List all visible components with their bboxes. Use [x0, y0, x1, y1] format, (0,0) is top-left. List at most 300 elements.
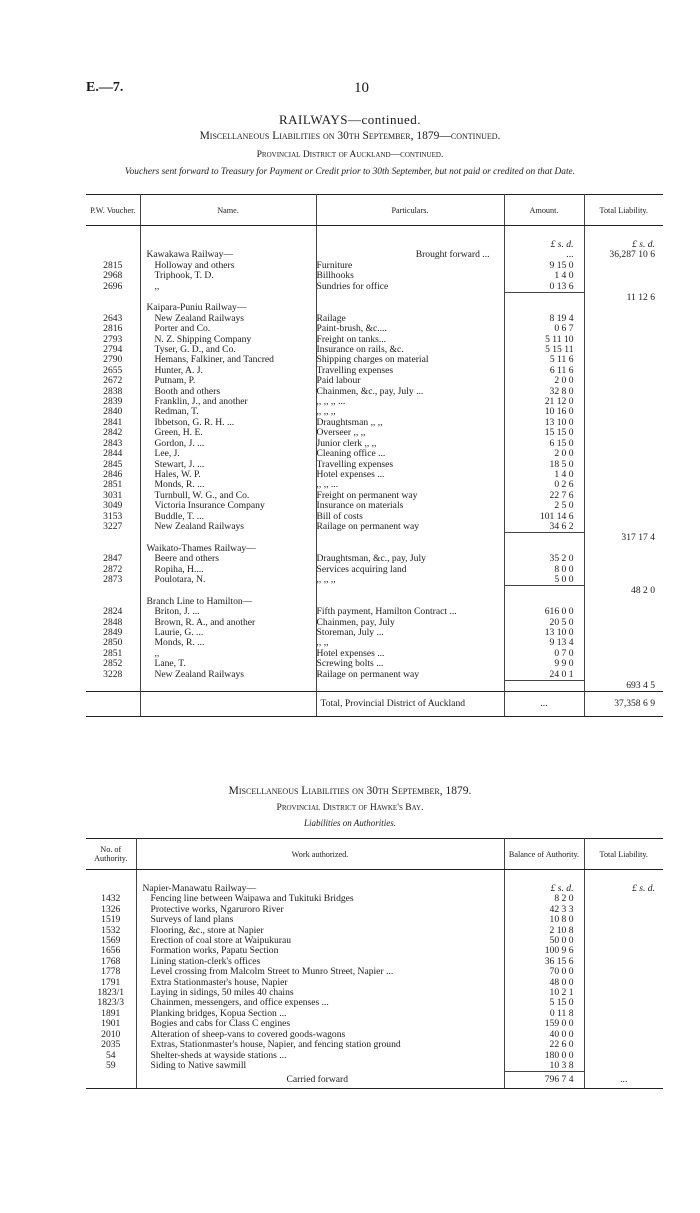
subtotal-row	[86, 533, 663, 544]
authority-number: 1326	[86, 905, 136, 915]
amount: 34 6 2	[504, 522, 584, 533]
work-description: Bogies and cabs for Class C engines	[136, 1019, 504, 1029]
spacer-cell	[584, 387, 663, 397]
spacer-cell	[86, 681, 140, 692]
spacer-cell	[584, 460, 663, 470]
particulars: ,, ,, ...	[316, 480, 504, 490]
section-subtitle: Miscellaneous Liabilities on 30th September, 1879—continued.	[199, 130, 501, 142]
table-row	[86, 1009, 663, 1019]
payee-name: Booth and others	[140, 387, 316, 397]
group-name: Kawakawa Railway—	[140, 250, 316, 260]
payee-name: Stewart, J. ...	[140, 460, 316, 470]
balance-amount: 22 6 0	[504, 1040, 584, 1050]
spacer-cell	[86, 586, 140, 597]
spacer-cell	[316, 303, 504, 313]
amount: 9 9 0	[504, 659, 584, 669]
particulars: Junior clerk ,, ,,	[316, 439, 504, 449]
col-particulars: Particulars.	[316, 195, 504, 226]
payee-name: Lee, J.	[140, 449, 316, 459]
table-row	[86, 355, 663, 365]
authority-number: 1778	[86, 967, 136, 977]
col-amount: Amount.	[504, 195, 584, 226]
particulars: Hotel expenses ...	[316, 470, 504, 480]
spacer-cell	[584, 957, 663, 967]
table-row	[86, 988, 663, 998]
payee-name: Triphook, T. D.	[140, 271, 316, 281]
particulars: Travelling expenses	[316, 366, 504, 376]
payee-name: Turnbull, W. G., and Co.	[140, 491, 316, 501]
col-voucher: P.W. Voucher.	[86, 195, 140, 226]
spacer-cell	[584, 894, 663, 904]
lsd-balance-header: £ s. d.	[504, 884, 584, 894]
carried-forward-row	[86, 1072, 663, 1089]
amount: 5 15 11	[504, 345, 584, 355]
voucher-number: 2841	[86, 418, 140, 428]
spacer-cell	[584, 335, 663, 345]
work-description: Alteration of sheep-vans to covered goods-wagons	[136, 1030, 504, 1040]
group-name: Napier-Manawatu Railway—	[136, 884, 504, 894]
group-subtotal: 48 2 0	[631, 585, 655, 596]
balance-amount: 5 15 0	[504, 998, 584, 1008]
spacer-cell	[584, 418, 663, 428]
particulars: Draughtsman ,, ,,	[316, 418, 504, 428]
group-name: Waikato-Thames Railway—	[140, 544, 316, 554]
table-row	[86, 1030, 663, 1040]
group-name: Kaipara-Puniu Railway—	[140, 303, 316, 313]
table-row	[86, 282, 663, 293]
amount: 35 2 0	[504, 554, 584, 564]
particulars: Chainmen, pay, July	[316, 618, 504, 628]
table-row	[86, 649, 663, 659]
spacer-cell	[140, 586, 316, 597]
table-row	[86, 926, 663, 936]
amount: 5 11 10	[504, 335, 584, 345]
table-row	[86, 1051, 663, 1061]
subtotal-row	[86, 586, 663, 597]
voucher-number: 2840	[86, 407, 140, 417]
total-amount: ...	[504, 692, 584, 717]
table-row	[86, 324, 663, 334]
payee-name: Hunter, A. J.	[140, 366, 316, 376]
amount: 15 15 0	[504, 428, 584, 438]
table-row	[86, 1061, 663, 1072]
spacer-cell	[584, 936, 663, 946]
spacer-cell	[504, 544, 584, 554]
spacer-cell	[584, 659, 663, 669]
voucher-number: 2873	[86, 575, 140, 586]
payee-name: Franklin, J., and another	[140, 397, 316, 407]
table-row	[86, 915, 663, 925]
spacer-cell	[316, 681, 504, 692]
col-total-2: Total Liability.	[584, 839, 663, 870]
particulars: Freight on tanks...	[316, 335, 504, 345]
voucher-number: 2839	[86, 397, 140, 407]
group-subtotal: 11 12 6	[626, 292, 655, 303]
document-reference: E.—7.	[86, 80, 124, 95]
group-subtotal: 317 17 4	[621, 532, 655, 543]
amount: 5 11 6	[504, 355, 584, 365]
particulars: Insurance on materials	[316, 501, 504, 511]
work-description: Extras, Stationmaster's house, Napier, and fencing station ground	[136, 1040, 504, 1050]
work-description: Fencing line between Waipawa and Tukituki Bridges	[136, 894, 504, 904]
table-row	[86, 575, 663, 586]
subtotal-row	[86, 681, 663, 692]
particulars: ,, ,, ,,	[316, 575, 504, 586]
spacer-cell	[584, 345, 663, 355]
amount: 2 0 0	[504, 376, 584, 386]
authority-number: 59	[86, 1061, 136, 1072]
table-row	[86, 936, 663, 946]
spacer-cell	[86, 692, 140, 717]
spacer-cell	[584, 366, 663, 376]
payee-name: Redman, T.	[140, 407, 316, 417]
col-balance: Balance of Authority.	[504, 839, 584, 870]
amount: 13 10 0	[504, 418, 584, 428]
authority-number: 1823/1	[86, 988, 136, 998]
col-total: Total Liability.	[584, 195, 663, 226]
table-row	[86, 376, 663, 386]
table-row	[86, 407, 663, 417]
spacer-cell	[584, 670, 663, 681]
spacer-cell	[584, 967, 663, 977]
payee-name: ,,	[140, 649, 316, 659]
payee-name: Ibbetson, G. R. H. ...	[140, 418, 316, 428]
brought-forward-total: 36,287 10 6	[609, 250, 655, 261]
particulars: Insurance on rails, &c.	[316, 345, 504, 355]
payee-name: Ropiha, H....	[140, 565, 316, 575]
spacer-cell	[504, 586, 584, 597]
work-description: Protective works, Ngaruroro River	[136, 905, 504, 915]
table-row	[86, 366, 663, 376]
payee-name: Buddle, T. ...	[140, 512, 316, 522]
voucher-number: 2872	[86, 565, 140, 575]
balance-amount: 50 0 0	[504, 936, 584, 946]
particulars: Freight on permanent way	[316, 491, 504, 501]
spacer-cell	[584, 480, 663, 490]
group-subtotal: 693 4 5	[626, 680, 655, 691]
balance-amount: 42 3 3	[504, 905, 584, 915]
spacer-cell	[584, 428, 663, 438]
table-row	[86, 946, 663, 956]
payee-name: ,,	[140, 282, 316, 293]
balance-amount: 10 8 0	[504, 915, 584, 925]
work-description: Flooring, &c., store at Napier	[136, 926, 504, 936]
district-subtitle: Provincial District of Auckland—continued.	[256, 149, 444, 160]
voucher-number: 2851	[86, 480, 140, 490]
spacer-cell	[504, 597, 584, 607]
amount: 1 4 0	[504, 271, 584, 281]
section2-note: Liabilities on Authorities.	[303, 818, 397, 828]
voucher-number: 2790	[86, 355, 140, 365]
voucher-number: 2847	[86, 554, 140, 564]
table-row	[86, 314, 663, 324]
spacer-cell	[584, 926, 663, 936]
payee-name: Briton, J. ...	[140, 607, 316, 617]
voucher-number: 3153	[86, 512, 140, 522]
table-note: Vouchers sent forward to Treasury for Payment or Credit prior to 30th September, but not paid or credited on that Date.	[124, 167, 576, 177]
voucher-number: 2851	[86, 649, 140, 659]
spacer-cell	[584, 522, 663, 533]
amount: 8 0 0	[504, 565, 584, 575]
table-row	[86, 628, 663, 638]
amount: 0 2 6	[504, 480, 584, 490]
particulars: Cleaning office ...	[316, 449, 504, 459]
voucher-number: 3228	[86, 670, 140, 681]
table-row	[86, 480, 663, 490]
spacer-cell	[140, 681, 316, 692]
lsd-total-header-2: £ s. d.	[632, 884, 655, 894]
particulars: Railage on permanent way	[316, 670, 504, 681]
spacer-cell	[584, 376, 663, 386]
table-row	[86, 978, 663, 988]
balance-amount: 40 0 0	[504, 1030, 584, 1040]
table-row	[86, 397, 663, 407]
work-description: Laying in sidings, 50 miles 40 chains	[136, 988, 504, 998]
authority-number: 1656	[86, 946, 136, 956]
spacer-cell	[584, 1061, 663, 1072]
amount: 6 15 0	[504, 439, 584, 449]
table-row	[86, 345, 663, 355]
particulars: Hotel expenses ...	[316, 649, 504, 659]
amount: 9 13 4	[504, 638, 584, 648]
spacer-cell	[584, 1030, 663, 1040]
amount: 10 16 0	[504, 407, 584, 417]
payee-name: Beere and others	[140, 554, 316, 564]
spacer-cell	[504, 681, 584, 692]
amount: 2 5 0	[504, 501, 584, 511]
spacer-cell	[316, 586, 504, 597]
voucher-number: 3227	[86, 522, 140, 533]
work-description: Surveys of land plans	[136, 915, 504, 925]
spacer-cell	[584, 501, 663, 511]
auckland-liabilities-table	[86, 194, 663, 717]
voucher-number: 2968	[86, 271, 140, 281]
spacer-cell	[584, 575, 663, 586]
balance-amount: 70 0 0	[504, 967, 584, 977]
spacer-cell	[584, 355, 663, 365]
voucher-number: 3031	[86, 491, 140, 501]
voucher-number: 2842	[86, 428, 140, 438]
amount: 5 0 0	[504, 575, 584, 586]
spacer-cell	[584, 324, 663, 334]
spacer-cell	[584, 439, 663, 449]
spacer-cell	[584, 544, 663, 554]
voucher-number: 2696	[86, 282, 140, 293]
table-row	[86, 565, 663, 575]
balance-amount: 8 2 0	[504, 894, 584, 904]
hawkes-bay-liabilities-table	[86, 838, 663, 1089]
payee-name: New Zealand Railways	[140, 522, 316, 533]
authority-number: 1823/3	[86, 998, 136, 1008]
lsd-amount-header: £ s. d.	[504, 240, 584, 250]
amount: 24 0 1	[504, 670, 584, 681]
table-row	[86, 449, 663, 459]
spacer-cell	[584, 512, 663, 522]
balance-amount: 10 2 1	[504, 988, 584, 998]
amount: 2 0 0	[504, 449, 584, 459]
particulars: Paid labour	[316, 376, 504, 386]
table-row	[86, 387, 663, 397]
particulars: Fifth payment, Hamilton Contract ...	[316, 607, 504, 617]
spacer-cell	[584, 314, 663, 324]
amount: 8 19 4	[504, 314, 584, 324]
table-row	[86, 638, 663, 648]
voucher-number: 2793	[86, 335, 140, 345]
particulars: Services acquiring land	[316, 565, 504, 575]
spacer-cell	[584, 1051, 663, 1061]
voucher-number: 2815	[86, 261, 140, 271]
amount: 0 6 7	[504, 324, 584, 334]
balance-amount: 100 9 6	[504, 946, 584, 956]
amount: 6 11 6	[504, 366, 584, 376]
voucher-number: 2846	[86, 470, 140, 480]
payee-name: Holloway and others	[140, 261, 316, 271]
balance-amount: 36 15 6	[504, 957, 584, 967]
authority-number: 1532	[86, 926, 136, 936]
table-row	[86, 491, 663, 501]
payee-name: Poulotara, N.	[140, 575, 316, 586]
spacer-cell	[316, 533, 504, 544]
col-work: Work authorized.	[136, 839, 504, 870]
table-row	[86, 470, 663, 480]
particulars: Billhooks	[316, 271, 504, 281]
spacer-cell	[316, 544, 504, 554]
payee-name: Porter and Co.	[140, 324, 316, 334]
table-row	[86, 957, 663, 967]
payee-name: New Zealand Railways	[140, 314, 316, 324]
particulars: Sundries for office	[316, 282, 504, 293]
voucher-number: 2655	[86, 366, 140, 376]
carried-forward-total: ...	[584, 1072, 663, 1089]
particulars: Paint-brush, &c....	[316, 324, 504, 334]
payee-name: Hales, W. P.	[140, 470, 316, 480]
spacer-cell	[584, 407, 663, 417]
payee-name: N. Z. Shipping Company	[140, 335, 316, 345]
authority-number: 1768	[86, 957, 136, 967]
table-row	[86, 607, 663, 617]
payee-name: Brown, R. A., and another	[140, 618, 316, 628]
spacer-cell	[584, 470, 663, 480]
voucher-number: 2816	[86, 324, 140, 334]
spacer-cell	[584, 638, 663, 648]
voucher-number: 3049	[86, 501, 140, 511]
payee-name: Monds, R. ...	[140, 480, 316, 490]
spacer-cell	[584, 554, 663, 564]
spacer-cell	[584, 915, 663, 925]
particulars: Railage	[316, 314, 504, 324]
table-row	[86, 522, 663, 533]
authority-number: 1901	[86, 1019, 136, 1029]
group-header-row	[86, 303, 663, 313]
work-description: Chainmen, messengers, and office expenses ...	[136, 998, 504, 1008]
balance-amount: 10 3 8	[504, 1061, 584, 1072]
amount: 32 8 0	[504, 387, 584, 397]
spacer-cell	[584, 1019, 663, 1029]
voucher-number: 2852	[86, 659, 140, 669]
voucher-number: 2845	[86, 460, 140, 470]
work-description: Extra Stationmaster's house, Napier	[136, 978, 504, 988]
voucher-number: 2824	[86, 607, 140, 617]
balance-amount: 159 0 0	[504, 1019, 584, 1029]
authority-number: 1519	[86, 915, 136, 925]
section2-subtitle: Miscellaneous Liabilities on 30th September, 1879.	[228, 785, 472, 797]
work-description: Shelter-sheds at wayside stations ...	[136, 1051, 504, 1061]
spacer-cell	[584, 491, 663, 501]
col-authority: No. of Authority.	[86, 839, 136, 870]
balance-amount: 180 0 0	[504, 1051, 584, 1061]
payee-name: Monds, R. ...	[140, 638, 316, 648]
spacer-cell	[316, 597, 504, 607]
amount: 9 15 0	[504, 261, 584, 271]
particulars: Storeman, July ...	[316, 628, 504, 638]
spacer-cell	[584, 946, 663, 956]
table-row	[86, 618, 663, 628]
total-value: 37,358 6 9	[584, 692, 663, 717]
particulars: Overseer ,, ,,	[316, 428, 504, 438]
spacer-cell	[504, 303, 584, 313]
spacer-cell	[584, 449, 663, 459]
payee-name: Victoria Insurance Company	[140, 501, 316, 511]
spacer-cell	[584, 397, 663, 407]
spacer-cell	[86, 597, 140, 607]
table-row	[86, 998, 663, 1008]
group-name: Branch Line to Hamilton—	[140, 597, 316, 607]
spacer-cell	[584, 618, 663, 628]
spacer-cell	[584, 1040, 663, 1050]
table-row	[86, 967, 663, 977]
total-label: Total, Provincial District of Auckland	[316, 692, 504, 717]
section-title: RAILWAYS—continued.	[278, 112, 422, 127]
particulars: Screwing bolts ...	[316, 659, 504, 669]
authority-number: 54	[86, 1051, 136, 1061]
payee-name: Gordon, J. ...	[140, 439, 316, 449]
particulars: Furniture	[316, 261, 504, 271]
payee-name: New Zealand Railways	[140, 670, 316, 681]
spacer-cell	[584, 597, 663, 607]
voucher-number: 2643	[86, 314, 140, 324]
work-description: Siding to Native sawmill	[136, 1061, 504, 1072]
brought-forward-amount: ...	[504, 250, 584, 260]
carried-forward-amount: 796 7 4	[504, 1072, 584, 1089]
table-row	[86, 439, 663, 449]
spacer-cell	[584, 988, 663, 998]
spacer-cell	[584, 1009, 663, 1019]
table-row	[86, 335, 663, 345]
spacer-cell	[584, 628, 663, 638]
spacer-cell	[584, 565, 663, 575]
voucher-number: 2672	[86, 376, 140, 386]
authority-number: 1891	[86, 1009, 136, 1019]
payee-name: Laurie, G. ...	[140, 628, 316, 638]
spacer-cell	[584, 607, 663, 617]
amount: 18 5 0	[504, 460, 584, 470]
voucher-number: 2844	[86, 449, 140, 459]
spacer-cell	[584, 905, 663, 915]
spacer-cell	[86, 293, 140, 304]
group-header-row	[86, 597, 663, 607]
brought-forward-label: Brought forward ...	[316, 250, 504, 260]
table-row	[86, 1019, 663, 1029]
grand-total-row	[86, 692, 663, 717]
voucher-number: 2838	[86, 387, 140, 397]
work-description: Level crossing from Malcolm Street to Munro Street, Napier ...	[136, 967, 504, 977]
particulars: Railage on permanent way	[316, 522, 504, 533]
amount: 0 7 0	[504, 649, 584, 659]
table-row	[86, 501, 663, 511]
amount: 13 10 0	[504, 628, 584, 638]
spacer-cell	[140, 533, 316, 544]
table-row	[86, 512, 663, 522]
